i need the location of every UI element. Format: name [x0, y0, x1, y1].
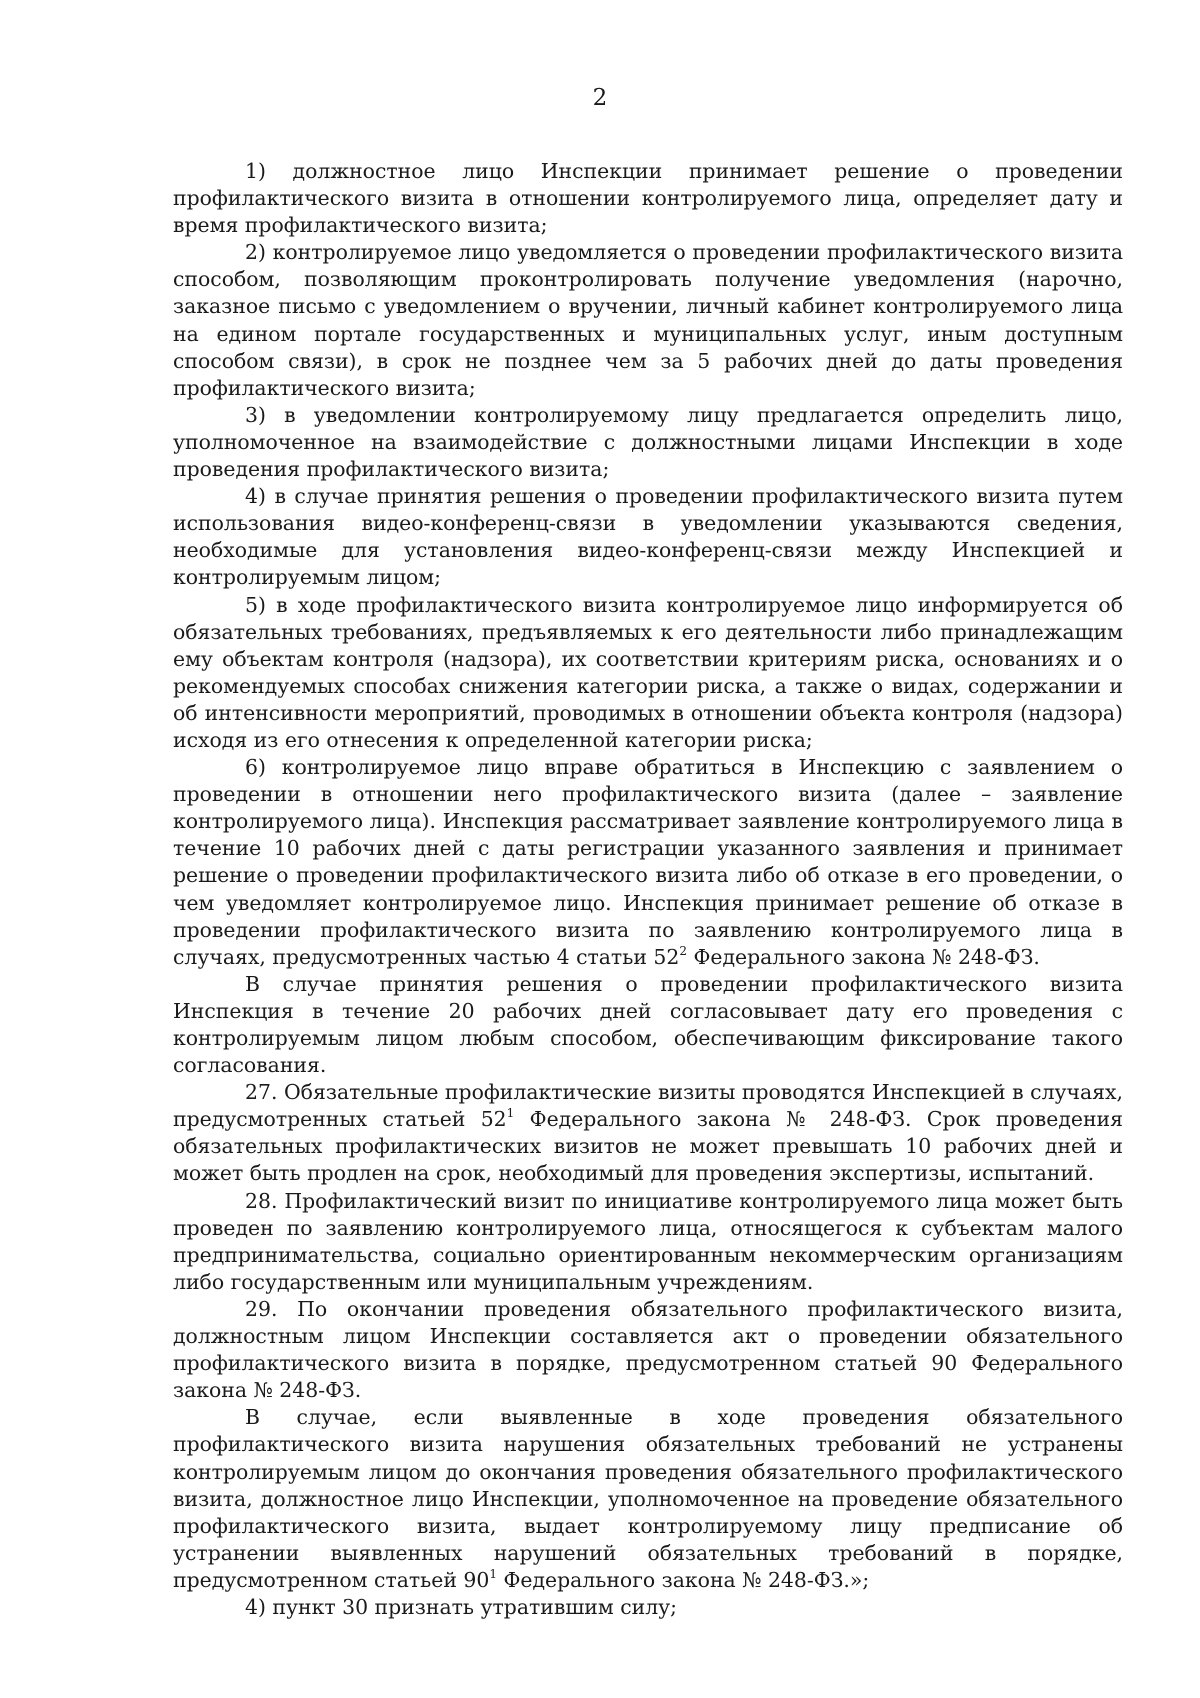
- paragraph-8: 27. Обязательные профилактические визиты проводятся Инспекцией в случаях, предусмотренных статьей $52^1$ Федерального закона № 248-ФЗ. Срок проведения обязательных профилактических визитов не может превышать 10 рабочих дней и может быть продлен на срок, необходимый для проведения экспертизы, испытаний.: [173, 1080, 1124, 1186]
- paragraph-6: 6) контролируемое лицо вправе обратиться в Инспекцию с заявлением о проведении в отношении него профилактического визита (далее – заявление контролируемого лица). Инспекция рассматривает заявление контролируемого лица в течение 10 рабочих дней с даты регистрации указанного заявления и принимает решение о проведении профилактического визита либо об отказе в его проведении, о чем уведомляет контролируемое лицо. Инспекция принимает решение об отказе в проведении профилактического визита по заявлению контролируемого лица в случаях, предусмотренных частью 4 статьи $52^2$ Федерального закона № 248-ФЗ.: [173, 755, 1123, 969]
- paragraph-4: 4) в случае принятия решения о проведении профилактического визита путем использования видео-конференц-связи в уведомлении указываются сведения, необходимые для установления видео-конференц-связи между Инспекцией и контролируемым лицом;: [173, 484, 1123, 590]
- paragraph-3: 3) в уведомлении контролируемому лицу предлагается определить лицо, уполномоченное на взаимодействие с должностными лицами Инспекции в ходе проведения профилактического визита;: [173, 402, 1123, 482]
- paragraph-1: 1) должностное лицо Инспекции принимает решение о проведении профилактического визита в отношении контролируемого лица, определяет дату и время профилактического визита;: [173, 159, 1123, 238]
- page-number: 2: [592, 85, 608, 111]
- paragraph-9: 28. Профилактический визит по инициативе контролируемого лица может быть проведен по заявлению контролируемого лица, относящегося к субъектам малого предпринимательства, социально ориентированным некоммерческим организациям либо государственным или муниципальным учреждениям.: [173, 1188, 1123, 1294]
- paragraph-11: В случае, если выявленные в ходе проведения обязательного профилактического визита нарушения обязательных требований не устранены контролируемым лицом до окончания проведения обязательного профилактического визита, должностное лицо Инспекции, уполномоченное на проведение обязательного профилактического визита, выдает контролируемому лицу предписание об устранении выявленных нарушений обязательных требований в порядке, предусмотренном статьей $90^1$ Федерального закона № 248-ФЗ.»;: [173, 1405, 1123, 1592]
- superscript-index: 1: [489, 1566, 497, 1581]
- body-text: [173, 158, 1123, 1621]
- paragraph-7: В случае принятия решения о проведении профилактического визита Инспекция в течение 20 рабочих дней согласовывает дату его проведения с контролируемым лицом любым способом, обеспечивающим фиксирование такого согласования.: [173, 971, 1123, 1078]
- paragraph-2: 2) контролируемое лицо уведомляется о проведении профилактического визита способом, позволяющим проконтролировать получение уведомления (нарочно, заказное письмо с уведомлением о вручении, личный кабинет контролируемого лица на едином портале государственных и муниципальных услуг, иным доступным способом связи), в срок не позднее чем за 5 рабочих дней до даты проведения профилактического визита;: [173, 240, 1123, 400]
- paragraph-10: 29. По окончании проведения обязательного профилактического визита, должностным лицом Инспекции составляется акт о проведении обязательного профилактического визита в порядке, предусмотренном статьей 90 Федерального закона № 248-ФЗ.: [173, 1296, 1123, 1403]
- paragraph-5: 5) в ходе профилактического визита контролируемое лицо информируется об обязательных требованиях, предъявляемых к его деятельности либо принадлежащим ему объектам контроля (надзора), их соответствии критериям риска, основаниях и о рекомендуемых способах снижения категории риска, а также о видах, содержании и об интенсивности мероприятий, проводимых в отношении объекта контроля (надзора) исходя из его отнесения к определенной категории риска;: [173, 592, 1123, 752]
- paragraph-12: 4) пункт 30 признать утратившим силу;: [245, 1594, 678, 1619]
- superscript-index: 1: [506, 1106, 515, 1121]
- superscript-index: 2: [679, 943, 687, 958]
